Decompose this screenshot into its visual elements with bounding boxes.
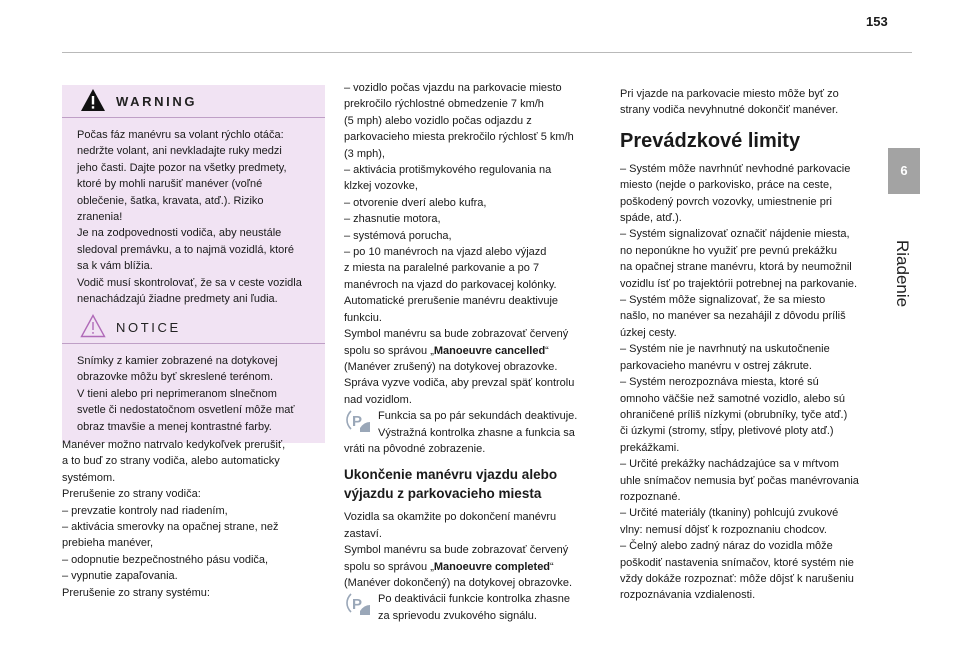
warning-title: WARNING	[116, 94, 198, 109]
paragraph-line: nad vozidlom.	[344, 393, 412, 406]
paragraph-line: (5 mph) alebo vozidlo počas odjazdu z	[344, 114, 532, 127]
notice-line: svetle či nedostatočnom osvetlení môže mať	[77, 404, 295, 417]
paragraph-line: funkciu.	[344, 311, 382, 324]
message-suffix: “	[550, 560, 554, 573]
paragraph-line: rozpoznávania vzdialenosti.	[620, 589, 756, 602]
paragraph-line: poškodiť nastavenia snímačov, ktoré systém nie	[620, 556, 854, 569]
paragraph-line: – zhasnutie motora,	[344, 213, 441, 226]
warning-line: ktoré by mohli narušiť manéver (voľné	[77, 178, 263, 191]
page-number: 153	[866, 14, 888, 29]
paragraph-line: Funkcia sa po pár sekundách deaktivuje.	[378, 410, 578, 423]
paragraph-line: – Systém nerozpoznáva miesta, ktoré sú	[620, 376, 819, 389]
message-cancelled: Manoeuvre cancelled	[433, 344, 546, 357]
notice-line: obrazovke môžu byť skreslené terénom.	[77, 371, 274, 384]
paragraph-line: na opačnej strane manévru, ktorá by neumožnil	[620, 261, 852, 274]
paragraph-line: vlny: nemusí dôjsť k rozpoznaniu chodcov.	[620, 523, 827, 536]
paragraph-line: vráti na pôvodné zobrazenie.	[344, 442, 486, 455]
message-line	[344, 343, 602, 359]
paragraph-line: ohraničené príliš nízkymi (obrubníky, tyče atď.)	[620, 408, 848, 421]
section-heading-limits: Prevádzkové limity	[620, 129, 801, 152]
notice-header	[62, 311, 325, 344]
paragraph-line: – Systém môže navrhnúť nevhodné parkovacie	[620, 162, 851, 175]
paragraph-line: (Manéver dokončený) na dotykovej obrazovke.	[344, 576, 573, 589]
paragraph-line: – Systém môže signalizovať, že sa miesto	[620, 294, 826, 307]
paragraph-line: strany vodiča nevyhnutné dokončiť manéver.	[620, 104, 839, 117]
chapter-tab[interactable]: 6	[888, 148, 920, 194]
paragraph-line: – systémová porucha,	[344, 229, 452, 242]
park-assist-lamp-icon	[344, 591, 374, 619]
indicator-text-2	[378, 591, 570, 624]
paragraph-line: – po 10 manévroch na vjazd alebo výjazd	[344, 246, 547, 259]
section-heading-end-manoeuvre: Ukončenie manévru vjazdu alebo výjazdu z parkovacieho miesta	[344, 467, 558, 502]
warning-line: sledoval premávku, a to najmä vozidlá, ktoré	[77, 243, 295, 256]
column-2-text	[344, 80, 602, 624]
svg-text:P: P	[352, 596, 363, 614]
paragraph-line: Po deaktivácii funkcie kontrolka zhasne	[378, 593, 570, 606]
park-assist-lamp-icon	[344, 408, 374, 436]
notice-title: NOTICE	[116, 320, 181, 335]
paragraph-line: systémom.	[62, 471, 116, 484]
paragraph-line: – aktivácia protišmykového regulovania na	[344, 164, 552, 177]
paragraph-line: (3 mph),	[344, 147, 385, 160]
paragraph-line: – prevzatie kontroly nad riadením,	[62, 504, 228, 517]
paragraph-line: manévroch na vjazd do parkovacej kolónky.	[344, 278, 557, 291]
paragraph-line: Manéver možno natrvalo kedykoľvek prerušiť,	[62, 439, 286, 451]
paragraph-line: našlo, no manéver sa nezahájil z dôvodu príliš	[620, 310, 846, 323]
paragraph-line: Automatické prerušenie manévru deaktivuje	[344, 295, 559, 308]
message-prefix: spolu so správou „	[344, 344, 434, 357]
notice-triangle-icon	[80, 314, 106, 338]
header-rule	[62, 52, 912, 53]
chapter-label: Riadenie	[893, 240, 912, 308]
paragraph-line: a to buď zo strany vodiča, alebo automaticky	[62, 455, 280, 468]
paragraph-line: – odopnutie bezpečnostného pásu vodiča,	[62, 553, 269, 566]
paragraph-line: spáde, atď.).	[620, 212, 682, 225]
warning-line: nedržte volant, ani nevkladajte ruky medzi	[77, 145, 282, 158]
paragraph-line: zastaví.	[344, 527, 382, 540]
warning-body	[62, 118, 325, 315]
paragraph-line: Prerušenie zo strany vodiča:	[62, 488, 201, 501]
paragraph-line: miesto (nejde o parkovisko, práce na ceste,	[620, 179, 833, 192]
paragraph-line: Symbol manévru sa bude zobrazovať červený	[344, 544, 569, 557]
paragraph-line: klzkej vozovke,	[344, 180, 418, 193]
warning-line: Počas fáz manévru sa volant rýchlo otáča:	[77, 129, 284, 141]
message-line	[344, 559, 602, 575]
paragraph-line: poškodený povrch vozovky, umiestnenie pri	[620, 195, 832, 208]
paragraph-line: (Manéver zrušený) na dotykovej obrazovke.	[344, 360, 558, 373]
paragraph-line: – Určité materiály (tkaniny) pohlcujú zvukové	[620, 507, 839, 520]
indicator-note-1	[344, 408, 602, 441]
paragraph-line: Vozidla sa okamžite po dokončení manévru	[344, 511, 557, 524]
warning-line: Vodič musí skontrolovať, že sa v ceste vozidla	[77, 276, 302, 289]
warning-line: sa k vám blížia.	[77, 260, 153, 273]
paragraph-line: Prerušenie zo strany systému:	[62, 586, 210, 599]
paragraph-line: z miesta na paralelné parkovanie a po 7	[344, 262, 540, 275]
paragraph-line: prebieha manéver,	[62, 537, 154, 550]
warning-line: oblečenie, šatka, kravata, atď.). Riziko	[77, 194, 264, 207]
paragraph-line: rozpoznané.	[620, 490, 681, 503]
paragraph-line: parkovacieho manévru v ostrej zákrute.	[620, 359, 812, 372]
warning-line: nenachádzajú žiadne predmety ani ľudia.	[77, 293, 278, 306]
paragraph-line: vozidlu ísť po trajektórii potrebnej na parkovanie.	[620, 277, 858, 290]
notice-line: Snímky z kamier zobrazené na dotykovej	[77, 355, 278, 367]
column-3-text	[620, 86, 882, 604]
paragraph-line: – aktivácia smerovky na opačnej strane, než	[62, 521, 279, 534]
notice-line: V tieni alebo pri neprimeranom slnečnom	[77, 387, 277, 400]
paragraph-line: Správa vyzve vodiča, aby prevzal späť kontrolu	[344, 377, 575, 390]
paragraph-line: parkovacieho miesta prekročilo rýchlosť 5 km/h	[344, 131, 574, 144]
paragraph-line: – vozidlo počas vjazdu na parkovacie miesto	[344, 82, 562, 94]
warning-line: Je na zodpovednosti vodiča, aby neustále	[77, 227, 282, 240]
paragraph-line: Symbol manévru sa bude zobrazovať červený	[344, 328, 569, 341]
paragraph-line: úzkej cesty.	[620, 326, 677, 339]
paragraph-line: – Určité prekážky nachádzajúce sa v mŕtvom	[620, 458, 839, 471]
paragraph-line: za sprievodu zvukového signálu.	[378, 609, 537, 622]
notice-box	[62, 311, 325, 443]
paragraph-line: Výstražná kontrolka zhasne a funkcia sa	[378, 426, 575, 439]
paragraph-line: či úzkymi (stromy, stĺpy, pletivové ploty atď.)	[620, 425, 834, 438]
paragraph-line: Pri vjazde na parkovacie miesto môže byť zo	[620, 88, 839, 100]
warning-line: jeho časti. Dajte pozor na všetky predmety,	[77, 161, 287, 174]
paragraph-line: prekročilo rýchlostné obmedzenie 7 km/h	[344, 98, 544, 111]
message-completed: Manoeuvre completed	[433, 560, 551, 573]
warning-header	[62, 85, 325, 118]
paragraph-line: – otvorenie dverí alebo kufra,	[344, 196, 487, 209]
paragraph-line: no neponúkne ho využiť pre pevnú prekážku	[620, 244, 837, 257]
paragraph-line: – Čelný alebo zadný náraz do vozidla môže	[620, 540, 833, 553]
paragraph-line: uhle snímačov nemusia byť počas manévrovania	[620, 474, 859, 487]
svg-text:P: P	[352, 413, 363, 431]
paragraph-line: – Systém signalizovať označiť nájdenie miesta,	[620, 228, 850, 241]
paragraph-line: vždy dokáže rozpoznať: môže dôjsť k narušeniu	[620, 572, 854, 585]
column-1-text	[62, 437, 330, 601]
notice-body	[62, 344, 325, 443]
paragraph-line: – vypnutie zapaľovania.	[62, 570, 178, 583]
paragraph-line: – Systém nie je navrhnutý na uskutočnenie	[620, 343, 830, 356]
warning-line: zranenia!	[77, 211, 123, 224]
warning-box	[62, 85, 325, 315]
message-prefix: spolu so správou „	[344, 560, 434, 573]
warning-triangle-icon	[80, 88, 106, 112]
paragraph-line: prekážkami.	[620, 441, 680, 454]
indicator-text-1	[378, 408, 577, 441]
paragraph-line: omnoho väčšie než samotné vozidlo, alebo sú	[620, 392, 846, 405]
notice-line: obraz tmavšie a menej kontrastné farby.	[77, 420, 272, 433]
indicator-note-2	[344, 591, 602, 624]
message-suffix: “	[545, 344, 549, 357]
